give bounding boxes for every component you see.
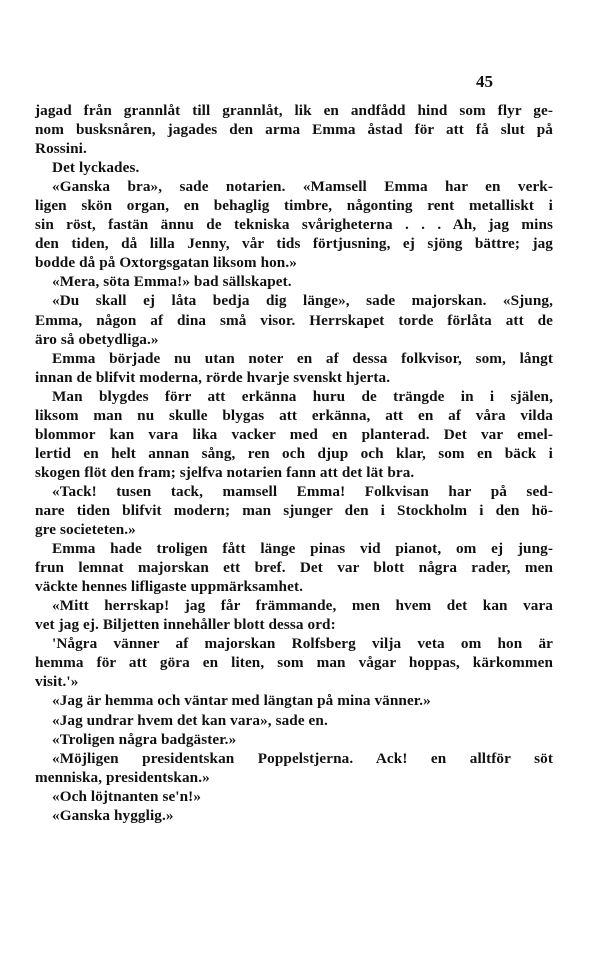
text-line: innan de blifvit moderna, rörde hvarje svenskt hjerta. (35, 368, 391, 386)
text-line: den tiden, då lilla Jenny, vår tids förtjusning, ej sjöng bättre; jag (35, 235, 553, 253)
text-line: nare tiden blifvit modern; man sjunger den i Stockholm i den hö- (35, 501, 553, 519)
text-line: «Ganska hygglig.» (52, 806, 174, 824)
text-line: «Tack! tusen tack, mamsell Emma! Folkvisan har på sed- (52, 482, 553, 500)
text-line: «Och löjtnanten se'n!» (52, 787, 202, 805)
text-line: skogen flöt den fram; sjelfva notarien fann att det lät bra. (35, 463, 415, 481)
text-line: Emma hade troligen fått länge pinas vid pianot, om ej jung- (52, 540, 553, 558)
body-text (35, 101, 553, 825)
text-line: frun lemnat majorskan ett bref. Det var blott några rader, men (35, 559, 553, 577)
text-line: sin röst, fastän ännu de tekniska svårigheterna . . . Ah, jag mins (35, 216, 553, 234)
text-line: Det lyckades. (52, 159, 140, 177)
text-line: «Jag undrar hvem det kan vara», sade en. (52, 711, 328, 729)
text-line: 'Några vänner af majorskan Rolfsberg vilja veta om hon är (52, 635, 553, 653)
text-line: äro så obetydliga.» (35, 330, 159, 348)
text-line: Rossini. (35, 140, 87, 158)
text-line: Emma, någon af dina små visor. Herrskapet torde förlåta att de (35, 311, 553, 329)
text-line: nom busksnåren, jagades den arma Emma åstad för att få slut på (35, 121, 553, 139)
text-line: blommor kan vara lika vacker med en planterad. Det var emel- (35, 425, 553, 443)
text-line: Man blygdes förr att erkänna huru de trängde in i själen, (52, 387, 553, 405)
text-line: «Möjligen presidentskan Poppelstjerna. Ack! en alltför söt (52, 749, 553, 767)
text-line: gre societeten.» (35, 521, 136, 539)
text-line: ligen skön organ, en behaglig timbre, någonting rent metalliskt i (35, 197, 553, 215)
text-line: hemma för att göra en liten, som man vågar hoppas, kärkommen (35, 654, 553, 672)
text-line: Emma började nu utan noter en af dessa folkvisor, som, långt (52, 349, 553, 367)
text-line: jagad från grannlåt till grannlåt, lik en andfådd hind som flyr ge- (35, 102, 553, 119)
text-line: «Du skall ej låta bedja dig länge», sade majorskan. «Sjung, (52, 292, 553, 310)
text-line: bodde då på Oxtorgsgatan liksom hon.» (35, 254, 297, 272)
text-line: vet jag ej. Biljetten innehåller blott dessa ord: (35, 616, 336, 634)
text-line: väckte hennes lifligaste uppmärksamhet. (35, 578, 303, 596)
text-line: «Mera, söta Emma!» bad sällskapet. (52, 273, 292, 291)
text-line: «Mitt herrskap! jag får främmande, men hvem det kan vara (52, 597, 553, 615)
page-number: 45 (476, 72, 493, 91)
text-line: «Jag är hemma och väntar med längtan på mina vänner.» (52, 692, 431, 710)
text-line: «Ganska bra», sade notarien. «Mamsell Emma har en verk- (52, 178, 553, 196)
text-line: menniska, presidentskan.» (35, 768, 210, 786)
text-line: visit.'» (35, 673, 79, 691)
text-line: lertid en helt annan sång, ren och djup och klar, som en bäck i (35, 444, 553, 462)
text-line: «Troligen några badgäster.» (52, 730, 237, 748)
text-line: liksom man nu skulle blygas att erkänna, att en af våra vilda (35, 406, 553, 424)
